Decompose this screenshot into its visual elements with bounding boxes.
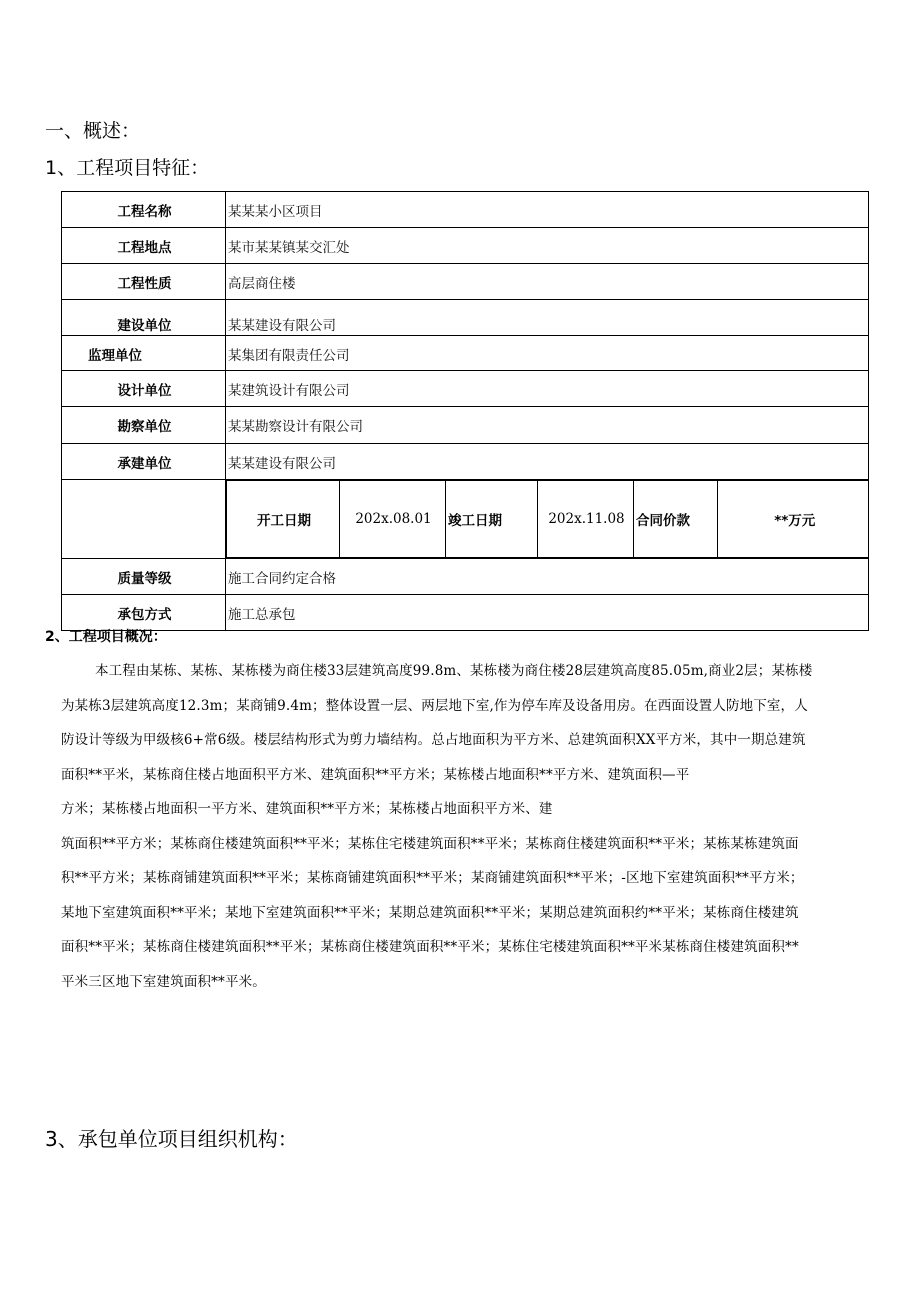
table-row bbox=[62, 192, 869, 228]
project-overview-paragraph bbox=[61, 654, 897, 999]
table-row bbox=[62, 559, 869, 595]
row-label: 工程地点 bbox=[62, 228, 226, 264]
section-title-overview: 一、概述： bbox=[45, 120, 141, 142]
row-value: 某某某小区项目 bbox=[226, 192, 869, 228]
row-value: 某集团有限责任公司 bbox=[226, 336, 869, 371]
contract-price-value: **万元 bbox=[718, 481, 869, 558]
row-label: 设计单位 bbox=[62, 371, 226, 407]
table-row bbox=[62, 336, 869, 371]
row-value: 某某勘察设计有限公司 bbox=[226, 407, 869, 444]
row-label: 建设单位 bbox=[62, 300, 226, 336]
row-value: 某某建设有限公司 bbox=[226, 300, 869, 336]
heading-number: 1 bbox=[45, 157, 58, 179]
heading-text: 、承包单位项目组织机构： bbox=[57, 1127, 298, 1151]
paragraph-line: 平米三区地下室建筑面积**平米。 bbox=[61, 973, 266, 990]
row-label: 工程名称 bbox=[62, 192, 226, 228]
heading-number: 3 bbox=[45, 1127, 58, 1151]
start-date-value: 202x.08.01 bbox=[340, 481, 446, 558]
table-row bbox=[62, 444, 869, 480]
paragraph-line: 为某栋3层建筑高度12.3m；某商铺9.4m；整体设置一层、两层地下室,作为停车库及设备用房。在西面设置人防地下室，人 bbox=[61, 697, 808, 714]
section-heading-project-features bbox=[45, 153, 209, 180]
paragraph-line: 筑面积**平方米；某栋商住楼建筑面积**平米；某栋住宅楼建筑面积**平米；某栋商住楼建筑面积**平米；某栋某栋建筑面 bbox=[61, 835, 799, 852]
section-heading-organization bbox=[45, 1123, 298, 1152]
table-row bbox=[62, 300, 869, 336]
paragraph-line: 防设计等级为甲级核6+常6级。楼层结构形式为剪力墙结构。总占地面积为平方米、总建筑面积XX平方米，其中一期总建筑 bbox=[61, 732, 806, 748]
paragraph-line: 本工程由某栋、某栋、某栋楼为商住楼33层建筑高度99.8m、某栋楼为商住楼28层建筑高度85.05m,商业2层；某栋楼 bbox=[95, 663, 813, 679]
dates-subtable bbox=[226, 480, 869, 558]
row-value: 施工总承包 bbox=[226, 595, 869, 631]
dates-cell bbox=[226, 480, 869, 559]
row-label: 承建单位 bbox=[62, 444, 226, 480]
table-row bbox=[62, 228, 869, 264]
row-value: 施工合同约定合格 bbox=[226, 559, 869, 595]
paragraph-line: 某地下室建筑面积**平米；某地下室建筑面积**平米；某期总建筑面积**平米；某期总建筑面积约**平米；某栋商住楼建筑 bbox=[61, 904, 799, 921]
table-row bbox=[62, 407, 869, 444]
row-label: 承包方式 bbox=[62, 595, 226, 631]
end-date-value: 202x.11.08 bbox=[538, 481, 634, 558]
start-date-label: 开工日期 bbox=[227, 481, 340, 558]
end-date-label: 竣工日期 bbox=[446, 481, 538, 558]
contract-price-label: 合同价款 bbox=[634, 481, 718, 558]
table-row bbox=[62, 595, 869, 631]
heading-text: 、工程项目特征： bbox=[57, 157, 210, 179]
paragraph-line: 面积**平米，某栋商住楼占地面积平方米、建筑面积**平方米；某栋楼占地面积**平方米、建筑面积—平 bbox=[61, 766, 690, 783]
section-heading-project-overview: 2、工程项目概况： bbox=[45, 629, 167, 645]
paragraph-line: 方米；某栋楼占地面积一平方米、建筑面积**平方米；某栋楼占地面积平方米、建 bbox=[61, 801, 553, 817]
row-value: 某建筑设计有限公司 bbox=[226, 371, 869, 407]
table-row bbox=[62, 264, 869, 300]
row-label: 监理单位 bbox=[62, 336, 226, 371]
row-label: 工程性质 bbox=[62, 264, 226, 300]
row-label: 勘察单位 bbox=[62, 407, 226, 444]
row-value: 高层商住楼 bbox=[226, 264, 869, 300]
table-row bbox=[62, 371, 869, 407]
row-value: 某市某某镇某交汇处 bbox=[226, 228, 869, 264]
project-info-table bbox=[61, 191, 869, 631]
paragraph-line: 积**平方米；某栋商铺建筑面积**平米；某栋商铺建筑面积**平米；某商铺建筑面积**平米；-区地下室建筑面积**平方米； bbox=[61, 870, 804, 886]
row-value: 某某建设有限公司 bbox=[226, 444, 869, 480]
row-label: 质量等级 bbox=[62, 559, 226, 595]
empty-cell bbox=[62, 480, 226, 559]
paragraph-line: 面积**平米；某栋商住楼建筑面积**平米；某栋商住楼建筑面积**平米；某栋住宅楼建筑面积**平米某栋商住楼建筑面积** bbox=[61, 939, 799, 955]
dates-row bbox=[62, 480, 869, 559]
